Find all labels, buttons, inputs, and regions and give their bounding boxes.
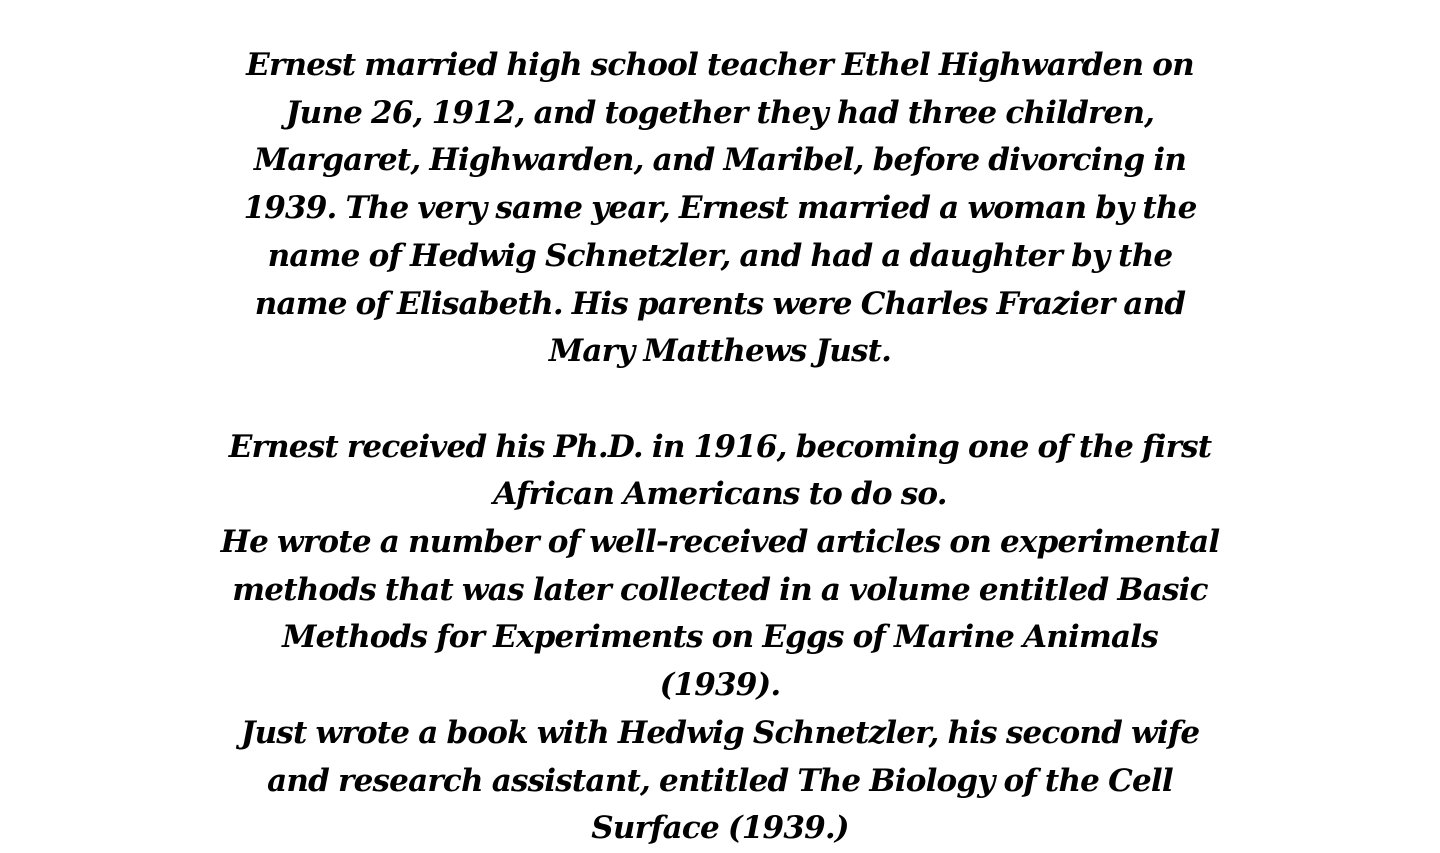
- paragraph-spacer: [220, 376, 1220, 424]
- paragraph-phd: Ernest received his Ph.D. in 1916, becoming one of the first African Americans to do so.: [228, 428, 1212, 513]
- paragraph-articles: He wrote a number of well-received articles on experimental methods that was later collected in a volume entitled Basic Methods for Experiments on Eggs of Marine Animals (1939).: [220, 524, 1220, 704]
- paragraph-marriage: Ernest married high school teacher Ethel Highwarden on June 26, 1912, and together they had three children, Margaret, Highwarden, and Maribel, before divorcing in 1939. The very same year, Ernest married a woman by the name of Hedwig Schnetzler, and had a daughter by the name of Elisabeth. His parents were Charles Frazier and Mary Matthews Just.: [243, 47, 1197, 370]
- document-body: [220, 42, 1220, 853]
- paragraph-book: Just wrote a book with Hedwig Schnetzler, his second wife and research assistant, entitled The Biology of the Cell Surface (1939.): [240, 714, 1200, 847]
